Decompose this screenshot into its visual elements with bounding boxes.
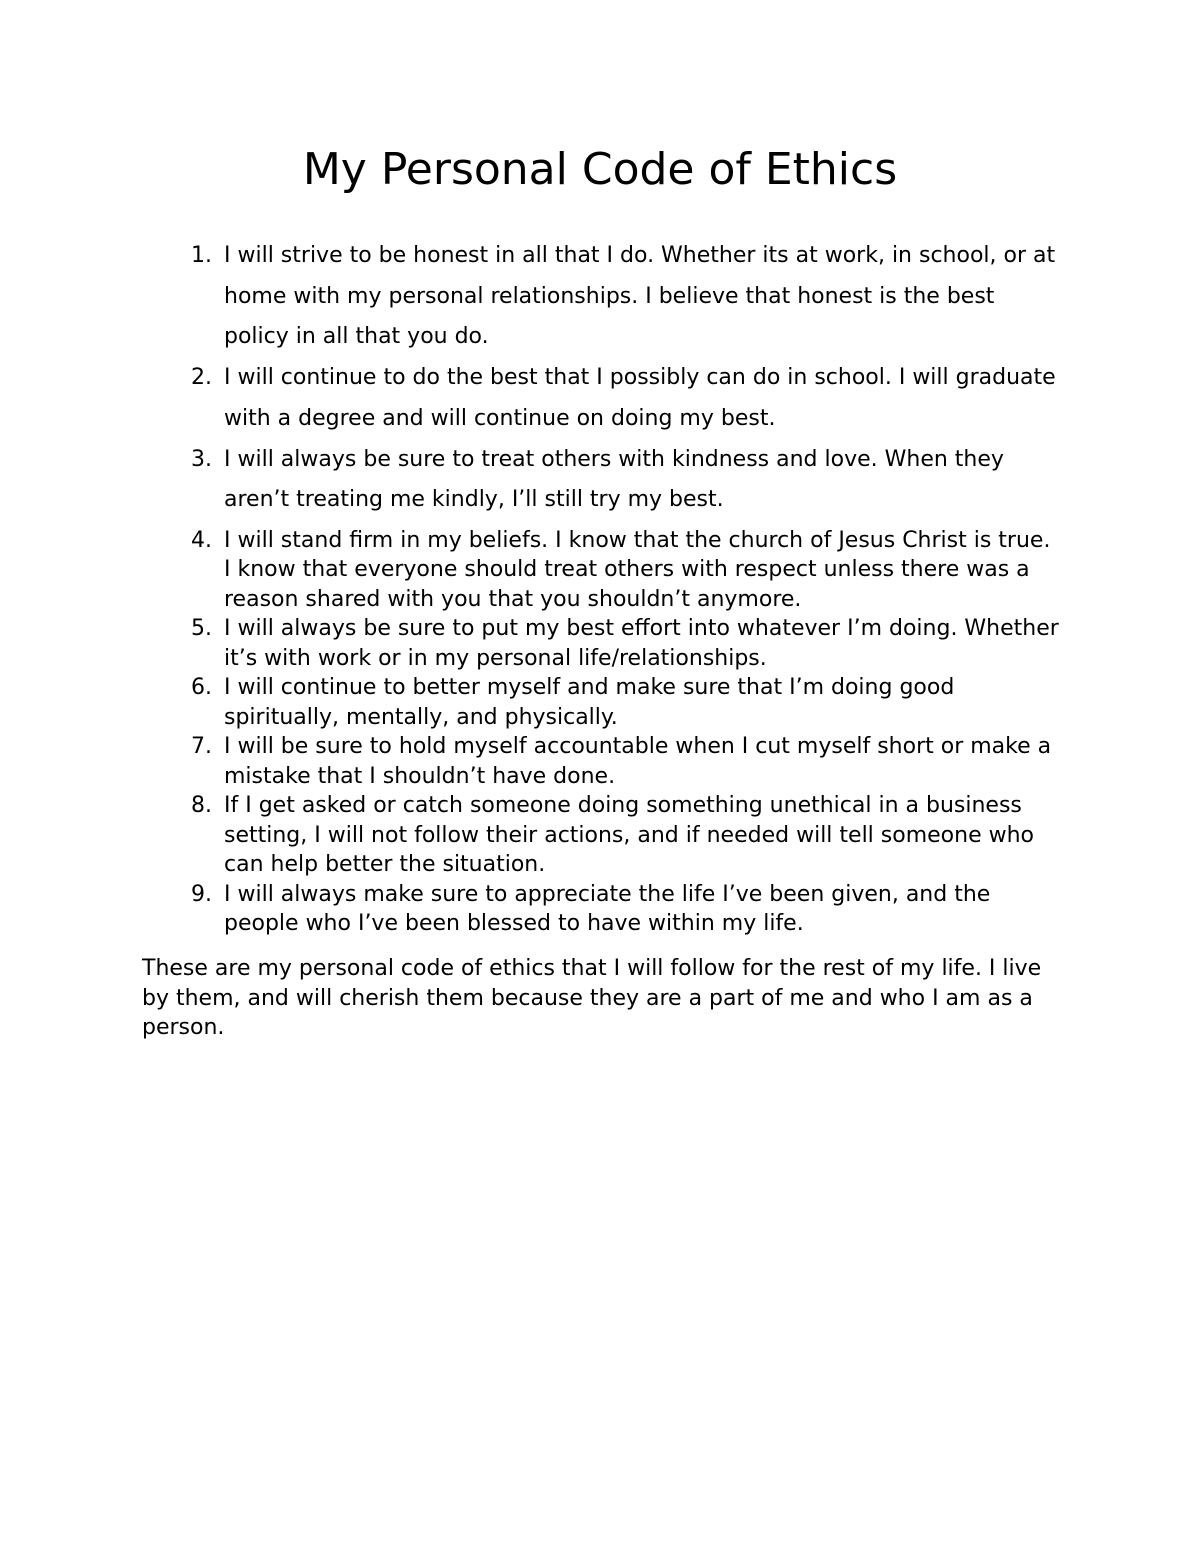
closing-paragraph: These are my personal code of ethics that I will follow for the rest of my life. I live by them, and will cherish them because they are a part of me and who I am as a person. [142,956,1042,1040]
list-item [142,358,1062,439]
list-item [142,791,1062,880]
item-text: I will always make sure to appreciate the life I’ve been given, and the people who I’ve been blessed to have within my life. [224,881,991,937]
item-text: I will be sure to hold myself accountable when I cut myself short or make a mistake that I shouldn’t have done. [224,734,1052,789]
item-number: 5. [191,616,212,642]
page-title: My Personal Code of Ethics [302,144,898,195]
ethics-list [142,236,1062,939]
item-number: 1. [191,243,212,268]
list-item [142,673,1062,732]
item-text: I will strive to be honest in all that I do. Whether its at work, in school, or at home with my personal relationships. I believe that honest is the best policy in all that you do. [224,243,1056,350]
item-number: 9. [191,881,212,907]
item-number: 4. [191,527,212,553]
item-number: 2. [191,365,212,391]
list-item [142,526,1062,615]
item-number: 3. [191,446,212,472]
list-item [142,440,1062,521]
item-text: I will always be sure to put my best effort into whatever I’m doing. Whether it’s with work or in my personal life/relationships. [224,616,1059,671]
item-text: I will continue to do the best that I possibly can do in school. I will graduate with a degree and will continue on doing my best. [224,365,1056,431]
list-item [142,732,1062,791]
list-item [142,880,1062,939]
item-text: If I get asked or catch someone doing something unethical in a business setting, I will not follow their actions, and if needed will tell someone who can help better the situation. [224,793,1035,878]
item-number: 8. [191,793,212,819]
item-text: I will continue to better myself and make sure that I’m doing good spiritually, mentally, and physically. [224,675,955,730]
item-number: 7. [191,734,212,760]
list-item [142,236,1062,358]
item-text: I will always be sure to treat others with kindness and love. When they aren’t treating me kindly, I’ll still try my best. [224,446,1004,513]
item-number: 6. [191,675,212,701]
list-item [142,614,1062,673]
item-text: I will stand firm in my beliefs. I know that the church of Jesus Christ is true. I know that everyone should treat others with respect unless there was a reason shared with you that you shouldn’t anymore. [224,527,1051,612]
